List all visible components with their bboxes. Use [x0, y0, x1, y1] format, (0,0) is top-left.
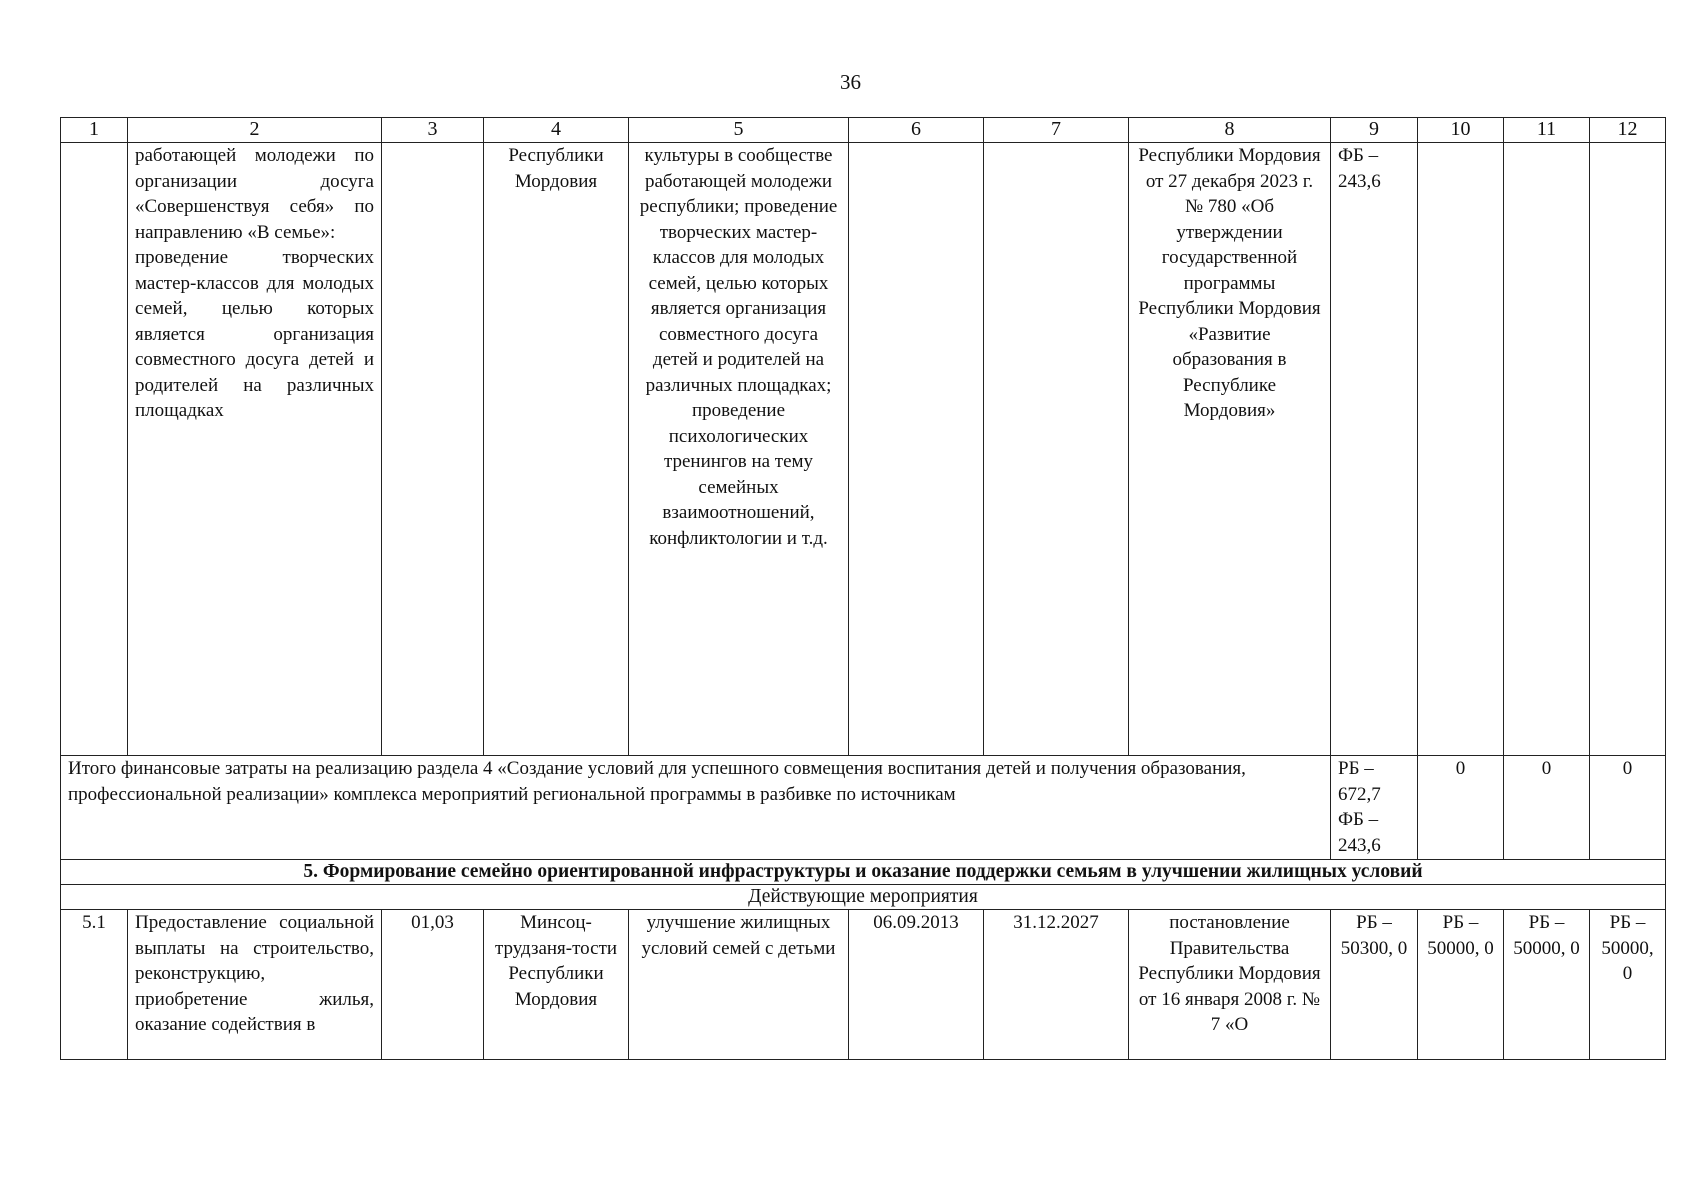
event-description: Предоставление социальной выплаты на строительство, реконструкцию, приобретение жилья, оказание содействия в — [128, 910, 382, 1060]
column-number: 10 — [1418, 118, 1504, 143]
column-number: 2 — [128, 118, 382, 143]
responsible-executor: Республики Мордовия — [484, 143, 629, 756]
column-number: 5 — [629, 118, 849, 143]
page-number: 36 — [840, 70, 861, 94]
cell-empty — [1504, 143, 1590, 756]
summary-value: 0 — [1590, 756, 1666, 860]
summary-value: 0 — [1504, 756, 1590, 860]
funding-value: РБ – 50300, 0 — [1331, 910, 1418, 1060]
summary-value: 0 — [1418, 756, 1504, 860]
column-number-row — [61, 118, 1666, 143]
row-number: 5.1 — [61, 910, 128, 1060]
responsible-executor: Минсоц-трудзаня-тости Республики Мордовия — [484, 910, 629, 1060]
cell-empty — [984, 143, 1129, 756]
cell-empty — [382, 143, 484, 756]
column-number: 1 — [61, 118, 128, 143]
summary-text: Итого финансовые затраты на реализацию раздела 4 «Создание условий для успешного совмещения воспитания детей и получения образования, профессиональной реализации» комплекса мероприятий региональной программы в разбивке по источникам — [61, 756, 1331, 860]
funding-value: ФБ – 243,6 — [1331, 143, 1418, 756]
column-number: 11 — [1504, 118, 1590, 143]
column-number: 6 — [849, 118, 984, 143]
subsection-title: Действующие мероприятия — [61, 885, 1666, 910]
start-date: 06.09.2013 — [849, 910, 984, 1060]
indicator-code: 01,03 — [382, 910, 484, 1060]
section-title-row — [61, 860, 1666, 885]
legal-basis: Республики Мордовия от 27 декабря 2023 г. № 780 «Об утверждении государственной программы Республики Мордовия «Развитие образования в Республике Мордовия» — [1129, 143, 1331, 756]
summary-row — [61, 756, 1666, 860]
event-description: работающей молодежи по организации досуга «Совершенствуя себя» по направлению «В семье»: проведение творческих мастер-классов для молодых семей, целью которых является организация совместного досуга детей и родителей на различных площадках — [128, 143, 382, 756]
program-table — [60, 117, 1666, 1060]
funding-value: РБ – 50000, 0 — [1504, 910, 1590, 1060]
cell-empty — [1418, 143, 1504, 756]
column-number: 7 — [984, 118, 1129, 143]
expected-result: культуры в сообществе работающей молодежи республики; проведение творческих мастер-классов для молодых семей, целью которых является организация совместного досуга детей и родителей на различных площадках; проведение психологических тренингов на тему семейных взаимоотношений, конфликтологии и т.д. — [629, 143, 849, 756]
cell-empty — [61, 143, 128, 756]
cell-empty — [1590, 143, 1666, 756]
column-number: 12 — [1590, 118, 1666, 143]
column-number: 3 — [382, 118, 484, 143]
expected-result: улучшение жилищных условий семей с детьми — [629, 910, 849, 1060]
section-title: 5. Формирование семейно ориентированной инфраструктуры и оказание поддержки семьям в улучшении жилищных условий — [61, 860, 1666, 885]
column-number: 9 — [1331, 118, 1418, 143]
column-number: 4 — [484, 118, 629, 143]
table-row — [61, 910, 1666, 1060]
summary-funding-value: РБ – 672,7 ФБ – 243,6 — [1331, 756, 1418, 860]
funding-value: РБ – 50000, 0 — [1418, 910, 1504, 1060]
column-number: 8 — [1129, 118, 1331, 143]
legal-basis: постановление Правительства Республики Мордовия от 16 января 2008 г. № 7 «О — [1129, 910, 1331, 1060]
continued-row — [61, 143, 1666, 756]
subsection-row — [61, 885, 1666, 910]
cell-empty — [849, 143, 984, 756]
funding-value: РБ – 50000, 0 — [1590, 910, 1666, 1060]
end-date: 31.12.2027 — [984, 910, 1129, 1060]
